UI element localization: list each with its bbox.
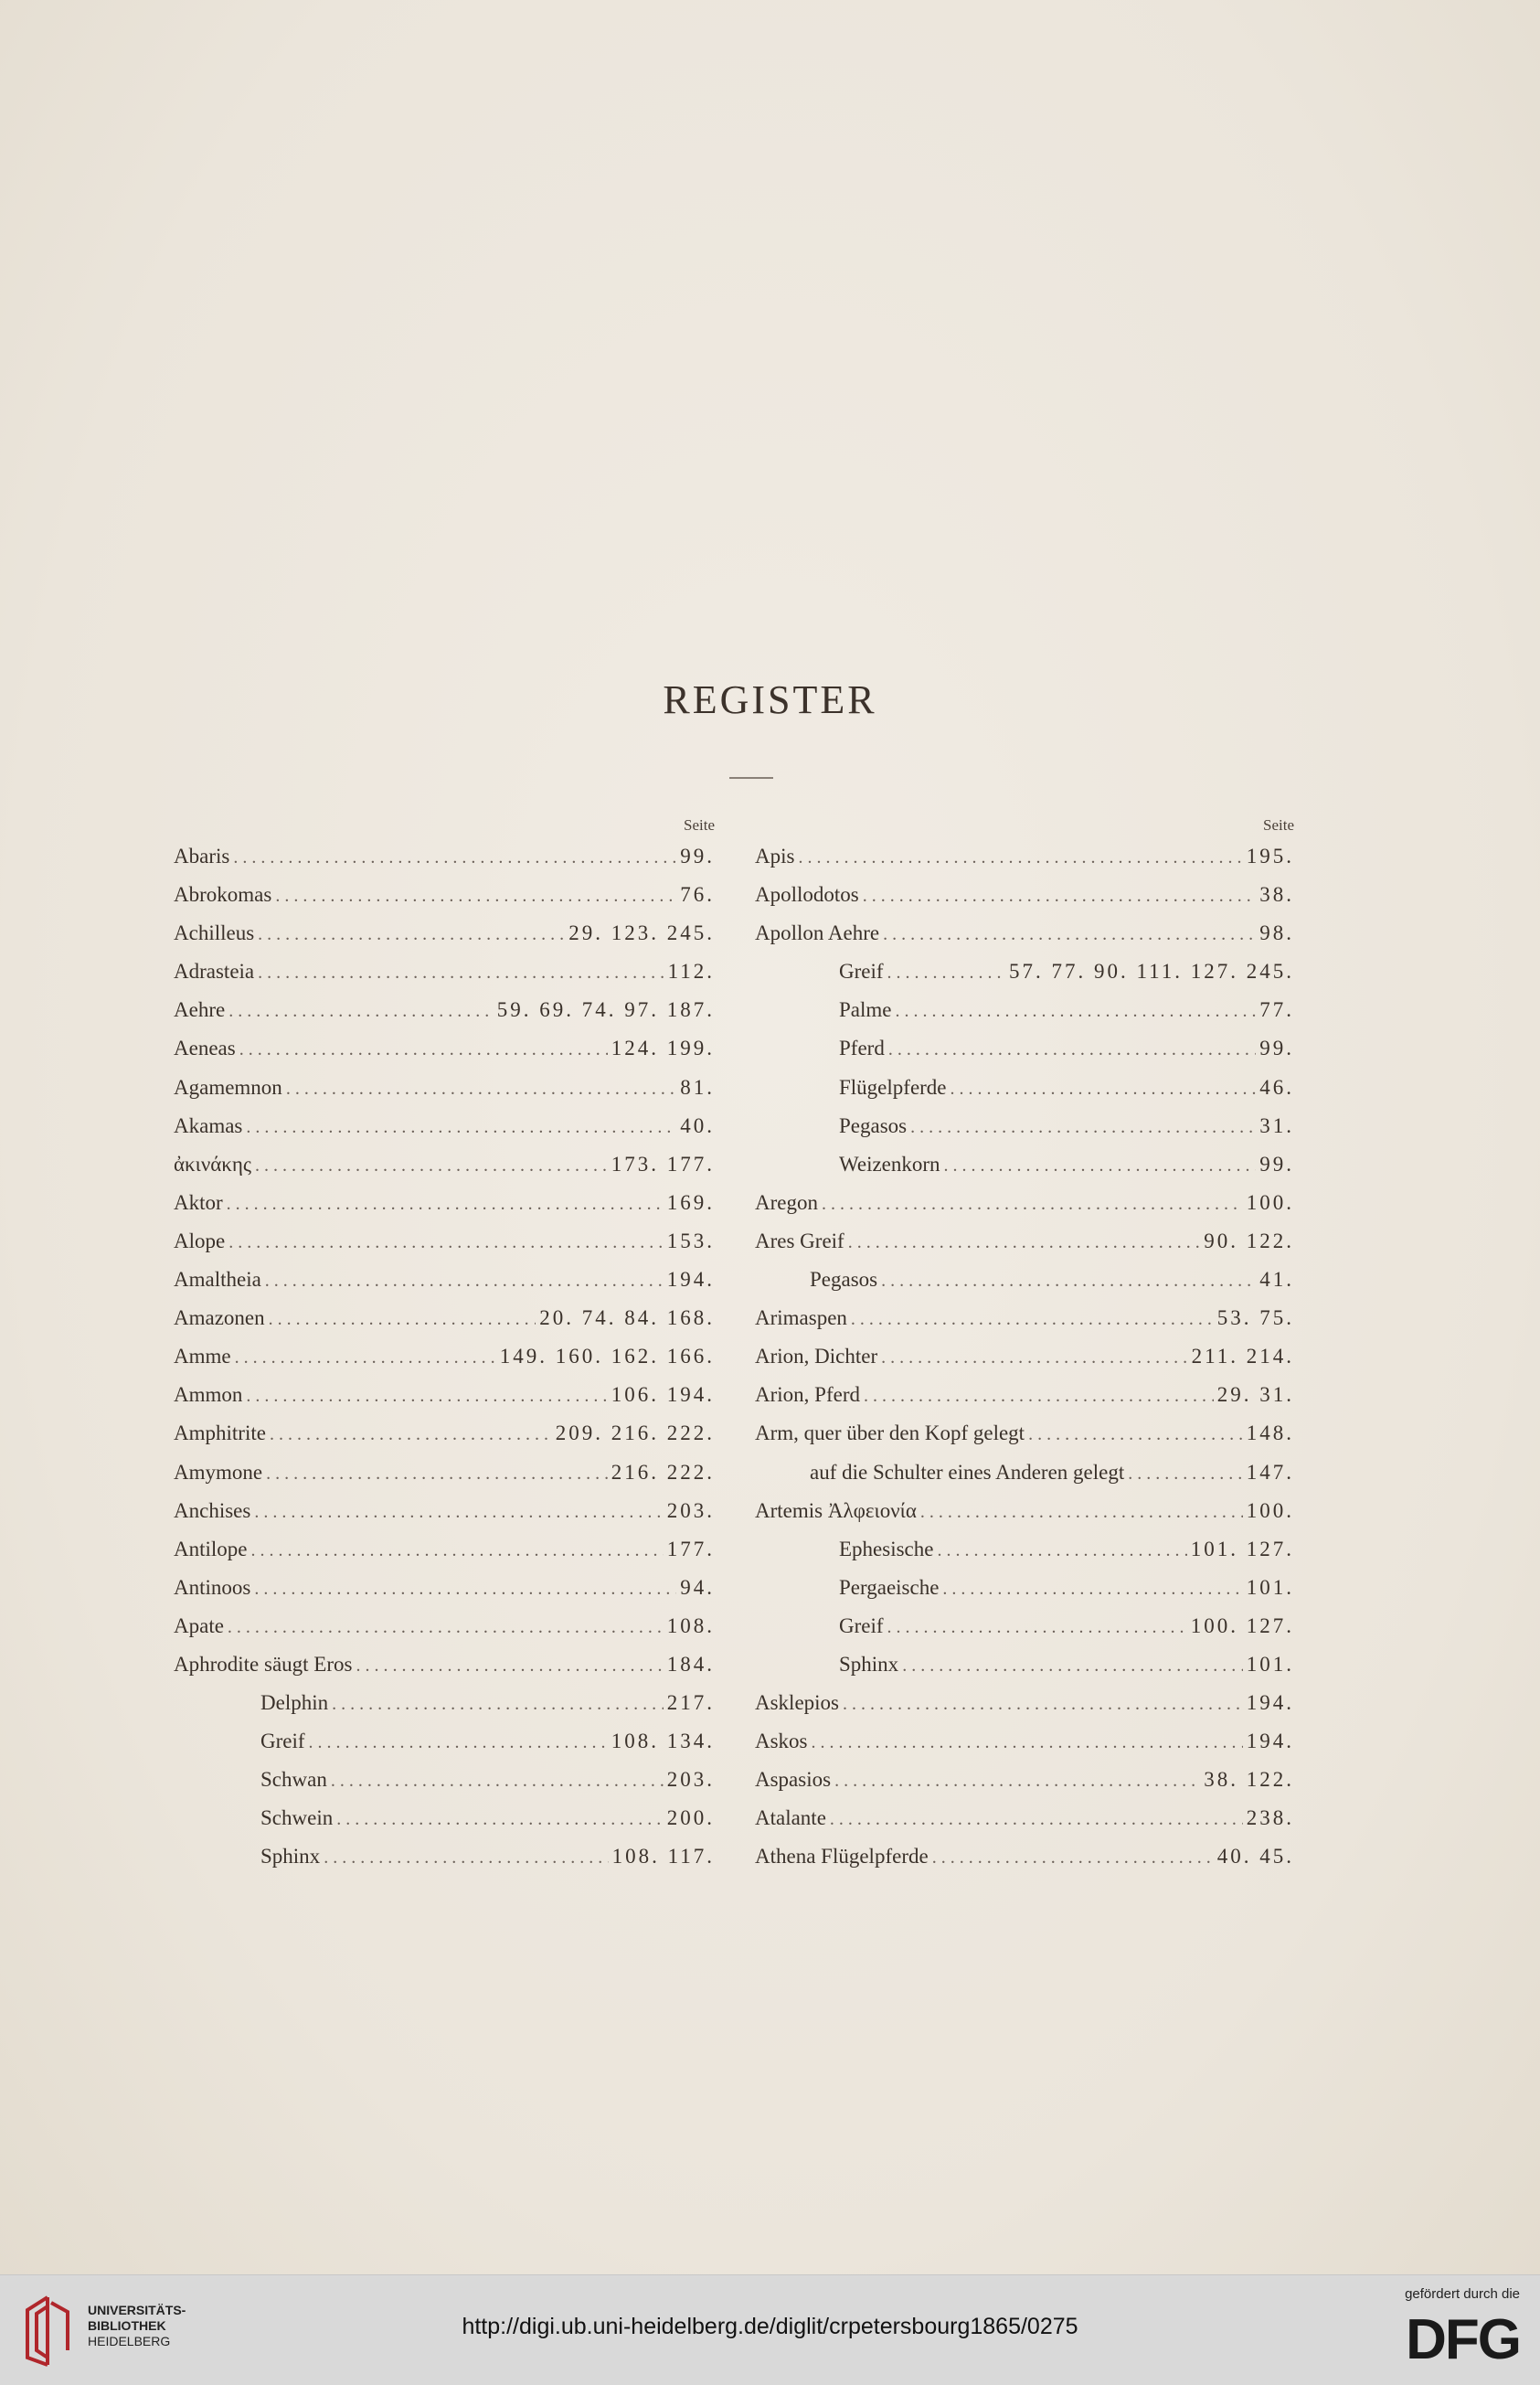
- entry-label: Palme: [839, 998, 892, 1022]
- dot-leader: [951, 1070, 1257, 1107]
- index-entry: [174, 876, 715, 914]
- index-entry: [755, 1492, 1294, 1530]
- entry-pages: 38.: [1259, 883, 1294, 907]
- index-entry: [755, 1222, 1294, 1261]
- dfg-logo[interactable]: DFG: [1406, 2308, 1520, 2371]
- index-entry: [174, 991, 715, 1029]
- index-entry: [174, 1530, 715, 1569]
- entry-label: Artemis Ἀλφειονία: [755, 1498, 917, 1522]
- dot-leader: [881, 1262, 1256, 1299]
- entry-label: Greif: [839, 1613, 884, 1637]
- entry-label: Apis: [755, 845, 795, 868]
- dot-leader: [239, 1030, 608, 1068]
- dot-leader: [822, 1185, 1243, 1222]
- dot-leader: [896, 992, 1257, 1029]
- entry-pages: 200.: [666, 1806, 715, 1830]
- entry-pages: 53. 75.: [1216, 1306, 1294, 1330]
- dot-leader: [920, 1493, 1243, 1530]
- index-entry: [174, 1799, 715, 1837]
- dot-leader: [254, 1493, 663, 1530]
- dot-leader: [863, 877, 1257, 914]
- dot-leader: [228, 1223, 664, 1261]
- entry-label: Aehre: [174, 998, 226, 1022]
- index-entry: [174, 1184, 715, 1222]
- right-entries: [755, 837, 1294, 1877]
- dot-leader: [286, 1070, 676, 1107]
- index-entry: [755, 914, 1294, 953]
- entry-label: Pegasos: [810, 1268, 878, 1292]
- entry-label: Amaltheia: [174, 1268, 261, 1292]
- dot-leader: [270, 1415, 552, 1453]
- index-entry: [174, 1069, 715, 1107]
- dot-leader: [266, 1454, 608, 1492]
- entry-pages: 99.: [1259, 1152, 1294, 1176]
- entry-label: Aregon: [755, 1190, 818, 1214]
- library-line-1: UNIVERSITÄTS-: [88, 2303, 186, 2317]
- dot-leader: [309, 1723, 608, 1761]
- index-entry: [174, 1722, 715, 1761]
- index-entry: [174, 1569, 715, 1607]
- index-entry: [174, 1145, 715, 1184]
- entry-label: Atalante: [755, 1806, 826, 1830]
- index-entry: [755, 1029, 1294, 1068]
- entry-pages: 99.: [680, 845, 715, 868]
- entry-pages: 209. 216. 222.: [555, 1421, 715, 1445]
- dot-leader: [887, 1608, 1187, 1645]
- dot-leader: [932, 1838, 1214, 1876]
- dot-leader: [851, 1300, 1214, 1337]
- entry-pages: 238.: [1246, 1806, 1294, 1830]
- dot-leader: [887, 953, 1005, 991]
- entry-pages: 177.: [666, 1537, 715, 1560]
- entry-pages: 194.: [666, 1268, 715, 1292]
- entry-pages: 148.: [1246, 1421, 1294, 1445]
- index-entry: [755, 953, 1294, 991]
- entry-pages: 216. 222.: [611, 1460, 715, 1484]
- index-entry: [755, 1299, 1294, 1337]
- index-entry: [755, 1261, 1294, 1299]
- entry-pages: 211. 214.: [1191, 1345, 1294, 1368]
- entry-pages: 217.: [666, 1691, 715, 1715]
- dot-leader: [937, 1531, 1186, 1569]
- dot-leader: [251, 1531, 664, 1569]
- entry-label: Antinoos: [174, 1575, 251, 1599]
- entry-label: Pegasos: [839, 1113, 908, 1137]
- entry-pages: 98.: [1259, 921, 1294, 945]
- dot-leader: [1028, 1415, 1243, 1453]
- index-entry: [174, 1029, 715, 1068]
- entry-label: Amphitrite: [174, 1421, 266, 1445]
- dot-leader: [246, 1108, 676, 1145]
- entry-label: Ares Greif: [755, 1229, 844, 1252]
- entry-pages: 108. 117.: [611, 1845, 715, 1869]
- entry-label: Amymone: [174, 1460, 263, 1484]
- entry-label: Aphrodite säugt Eros: [174, 1652, 353, 1676]
- dot-leader: [1128, 1454, 1243, 1492]
- dot-leader: [888, 1030, 1256, 1068]
- index-entry: [174, 1607, 715, 1645]
- entry-label: Alope: [174, 1229, 226, 1252]
- index-entry: [174, 1337, 715, 1376]
- entry-label: Apate: [174, 1613, 224, 1637]
- entry-label: Amme: [174, 1345, 231, 1368]
- index-entry: [755, 1530, 1294, 1569]
- dot-leader: [275, 877, 676, 914]
- source-url-link[interactable]: http://digi.ub.uni-heidelberg.de/diglit/crpetersbourg1865/0275: [462, 2314, 1078, 2339]
- entry-pages: 101.: [1246, 1652, 1294, 1676]
- index-entry: [755, 1414, 1294, 1453]
- entry-label: Achilleus: [174, 921, 255, 945]
- entry-label: Pergaeische: [839, 1575, 940, 1599]
- title-divider: [729, 777, 773, 779]
- index-entry: [755, 1837, 1294, 1876]
- entry-pages: 101. 127.: [1190, 1537, 1294, 1560]
- right-seite-header: Seite: [1263, 816, 1294, 834]
- entry-pages: 194.: [1246, 1730, 1294, 1753]
- dot-leader: [336, 1800, 664, 1837]
- entry-pages: 195.: [1246, 845, 1294, 868]
- entry-label: Schwan: [260, 1768, 327, 1792]
- index-entry: [174, 914, 715, 953]
- entry-pages: 100. 127.: [1190, 1613, 1294, 1637]
- index-entry: [174, 1222, 715, 1261]
- index-entry: [755, 991, 1294, 1029]
- index-entry: [755, 876, 1294, 914]
- entry-pages: 149. 160. 162. 166.: [499, 1345, 715, 1368]
- entry-pages: 40.: [680, 1113, 715, 1137]
- index-entry: [755, 837, 1294, 876]
- index-entry: [174, 1376, 715, 1414]
- entry-pages: 29. 31.: [1216, 1383, 1294, 1407]
- dot-leader: [834, 1762, 1200, 1799]
- index-entry: [755, 1645, 1294, 1684]
- entry-label: Delphin: [260, 1691, 329, 1715]
- entry-label: auf die Schulter eines Anderen gelegt: [810, 1460, 1125, 1484]
- entry-pages: 29. 123. 245.: [568, 921, 715, 945]
- dot-leader: [258, 915, 565, 953]
- dot-leader: [843, 1685, 1243, 1722]
- dot-leader: [881, 1338, 1187, 1376]
- entry-pages: 106. 194.: [611, 1383, 715, 1407]
- entry-label: ἀκινάκης: [174, 1152, 252, 1176]
- index-entry: [174, 953, 715, 991]
- dot-leader: [830, 1800, 1243, 1837]
- entry-pages: 20. 74. 84. 168.: [539, 1306, 715, 1330]
- dot-leader: [812, 1723, 1243, 1761]
- entry-pages: 41.: [1259, 1268, 1294, 1292]
- entry-pages: 94.: [680, 1575, 715, 1599]
- dot-leader: [883, 915, 1256, 953]
- entry-label: Sphinx: [839, 1652, 899, 1676]
- entry-pages: 173. 177.: [611, 1152, 715, 1176]
- index-entry: [174, 1453, 715, 1492]
- index-entry: [755, 1684, 1294, 1722]
- entry-label: Schwein: [260, 1806, 334, 1830]
- entry-pages: 59. 69. 74. 97. 187.: [496, 998, 715, 1022]
- entry-label: Anchises: [174, 1498, 251, 1522]
- dot-leader: [227, 1185, 664, 1222]
- index-entry: [174, 1684, 715, 1722]
- entry-pages: 38. 122.: [1204, 1768, 1294, 1792]
- entry-pages: 124. 199.: [611, 1037, 715, 1060]
- entry-label: Flügelpferde: [839, 1075, 947, 1099]
- dot-leader: [910, 1108, 1256, 1145]
- entry-label: Asklepios: [755, 1691, 839, 1715]
- entry-pages: 31.: [1259, 1113, 1294, 1137]
- index-entry: [174, 1761, 715, 1799]
- index-entry: [755, 1453, 1294, 1492]
- index-entry: [174, 1107, 715, 1145]
- entry-pages: 108.: [666, 1613, 715, 1637]
- entry-pages: 101.: [1246, 1575, 1294, 1599]
- entry-label: Agamemnon: [174, 1075, 282, 1099]
- index-entry: [755, 1145, 1294, 1184]
- index-entry: [174, 1837, 715, 1876]
- entry-label: Apollodotos: [755, 883, 859, 907]
- entry-pages: 203.: [666, 1768, 715, 1792]
- entry-label: Amazonen: [174, 1306, 265, 1330]
- entry-label: Adrasteia: [174, 960, 255, 984]
- right-index-column: [755, 814, 1294, 1877]
- index-entry: [755, 1607, 1294, 1645]
- entry-pages: 57. 77. 90. 111. 127. 245.: [1008, 960, 1294, 984]
- index-entry: [755, 1761, 1294, 1799]
- dot-leader: [269, 1300, 536, 1337]
- entry-pages: 40. 45.: [1216, 1845, 1294, 1869]
- index-entry: [174, 1299, 715, 1337]
- entry-label: Aspasios: [755, 1768, 832, 1792]
- dot-leader: [902, 1646, 1243, 1684]
- left-seite-header: Seite: [684, 816, 715, 834]
- entry-label: Apollon Aehre: [755, 921, 880, 945]
- left-entries: [174, 837, 715, 1877]
- dot-leader: [235, 1338, 496, 1376]
- dot-leader: [942, 1570, 1242, 1607]
- entry-pages: 203.: [666, 1498, 715, 1522]
- entry-pages: 76.: [680, 883, 715, 907]
- entry-pages: 46.: [1259, 1075, 1294, 1099]
- entry-pages: 77.: [1259, 998, 1294, 1022]
- left-index-column: [174, 814, 715, 1877]
- dot-leader: [233, 838, 676, 876]
- entry-label: Abaris: [174, 845, 230, 868]
- index-entry: [174, 1645, 715, 1684]
- dot-leader: [228, 992, 494, 1029]
- index-entry: [755, 1337, 1294, 1376]
- library-line-2: BIBLIOTHEK: [88, 2318, 166, 2333]
- entry-label: Sphinx: [260, 1845, 321, 1869]
- entry-pages: 100.: [1246, 1498, 1294, 1522]
- index-entry: [755, 1069, 1294, 1107]
- index-entry: [755, 1376, 1294, 1414]
- dot-leader: [228, 1608, 664, 1645]
- entry-pages: 153.: [666, 1229, 715, 1252]
- entry-label: Abrokomas: [174, 883, 272, 907]
- entry-label: Akamas: [174, 1113, 243, 1137]
- sponsor-note: gefördert durch die: [1405, 2286, 1520, 2302]
- index-entry: [174, 1492, 715, 1530]
- dot-leader: [258, 953, 664, 991]
- entry-label: Aktor: [174, 1190, 223, 1214]
- dot-leader: [255, 1146, 608, 1184]
- entry-label: Ammon: [174, 1383, 243, 1407]
- entry-pages: 184.: [666, 1652, 715, 1676]
- dot-leader: [848, 1223, 1201, 1261]
- entry-label: Arimaspen: [755, 1306, 847, 1330]
- dot-leader: [864, 1377, 1214, 1414]
- dot-leader: [332, 1685, 664, 1722]
- dot-leader: [356, 1646, 663, 1684]
- entry-pages: 112.: [667, 960, 715, 984]
- entry-label: Greif: [839, 960, 884, 984]
- index-entry: [755, 1799, 1294, 1837]
- footer-bar: [0, 2274, 1540, 2385]
- entry-label: Arm, quer über den Kopf gelegt: [755, 1421, 1025, 1445]
- entry-label: Arion, Pferd: [755, 1383, 860, 1407]
- entry-pages: 99.: [1259, 1037, 1294, 1060]
- index-entry: [755, 1569, 1294, 1607]
- index-entry: [755, 1722, 1294, 1761]
- dot-leader: [944, 1146, 1257, 1184]
- page-title: REGISTER: [663, 677, 877, 722]
- entry-label: Aeneas: [174, 1037, 236, 1060]
- entry-pages: 147.: [1246, 1460, 1294, 1484]
- entry-label: Arion, Dichter: [755, 1345, 878, 1368]
- entry-label: Pferd: [839, 1037, 885, 1060]
- entry-label: Greif: [260, 1730, 305, 1753]
- dot-leader: [246, 1377, 607, 1414]
- library-line-3: HEIDELBERG: [88, 2334, 171, 2348]
- index-entry: [174, 1414, 715, 1453]
- entry-label: Antilope: [174, 1537, 248, 1560]
- index-entry: [755, 1184, 1294, 1222]
- entry-label: Askos: [755, 1730, 808, 1753]
- entry-pages: 169.: [666, 1190, 715, 1214]
- entry-label: Weizenkorn: [839, 1152, 940, 1176]
- index-entry: [174, 1261, 715, 1299]
- dot-leader: [265, 1262, 664, 1299]
- index-entry: [755, 1107, 1294, 1145]
- entry-pages: 90. 122.: [1204, 1229, 1294, 1252]
- dot-leader: [254, 1570, 676, 1607]
- entry-pages: 108. 134.: [611, 1730, 715, 1753]
- dot-leader: [798, 838, 1242, 876]
- dot-leader: [331, 1762, 664, 1799]
- entry-label: Ephesische: [839, 1537, 934, 1560]
- entry-pages: 81.: [680, 1075, 715, 1099]
- index-entry: [174, 837, 715, 876]
- entry-pages: 100.: [1246, 1190, 1294, 1214]
- dot-leader: [324, 1838, 608, 1876]
- entry-pages: 194.: [1246, 1691, 1294, 1715]
- entry-label: Athena Flügelpferde: [755, 1845, 929, 1869]
